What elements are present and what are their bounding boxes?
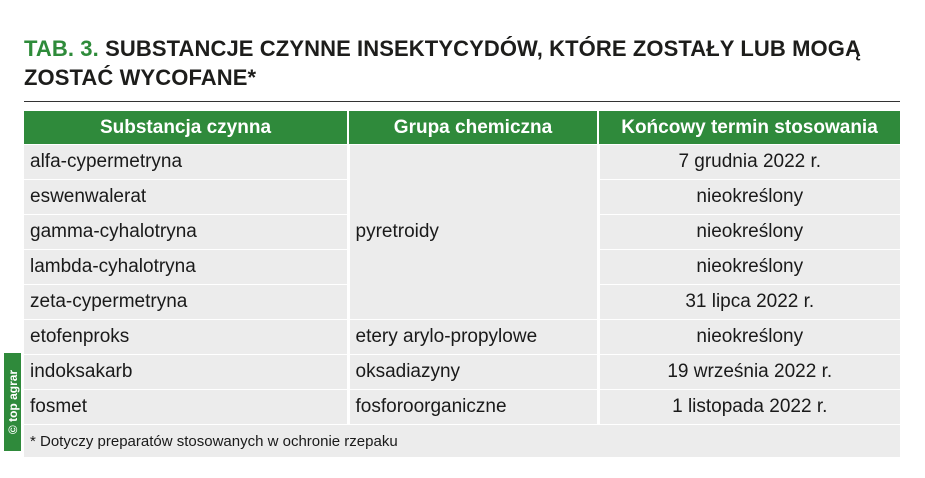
cell-substance: eswenwalerat (24, 180, 348, 215)
table-row (24, 320, 900, 355)
cell-substance: indoksakarb (24, 355, 348, 390)
table-header-row (24, 111, 900, 145)
footnote-row (24, 425, 900, 458)
cell-substance: gamma-cyhalotryna (24, 215, 348, 250)
cell-group: etery arylo-propylowe (348, 320, 598, 355)
cell-deadline: nieokreślony (598, 250, 900, 285)
cell-substance: lambda-cyhalotryna (24, 250, 348, 285)
cell-deadline: 19 września 2022 r. (598, 355, 900, 390)
cell-deadline: 7 grudnia 2022 r. (598, 145, 900, 180)
table-number: TAB. 3. (24, 36, 99, 61)
cell-substance: fosmet (24, 390, 348, 425)
table-footnote: * Dotyczy preparatów stosowanych w ochronie rzepaku (24, 425, 900, 458)
credit-text: © top agrar (5, 369, 20, 435)
header-group: Grupa chemiczna (348, 111, 598, 145)
cell-deadline: nieokreślony (598, 320, 900, 355)
cell-substance: zeta-cypermetryna (24, 285, 348, 320)
table-title-line2: ZOSTAĆ WYCOFANE* (24, 65, 257, 90)
table-row (24, 145, 900, 180)
table-row (24, 355, 900, 390)
cell-group: oksadiazyny (348, 355, 598, 390)
cell-deadline: 31 lipca 2022 r. (598, 285, 900, 320)
table-title-line1: SUBSTANCJE CZYNNE INSEKTYCYDÓW, KTÓRE ZOSTAŁY LUB MOGĄ (105, 36, 861, 61)
header-deadline: Końcowy termin stosowania (598, 111, 900, 145)
cell-deadline: nieokreślony (598, 180, 900, 215)
cell-group: pyretroidy (348, 145, 598, 320)
cell-deadline: 1 listopada 2022 r. (598, 390, 900, 425)
table-row (24, 390, 900, 425)
header-substance: Substancja czynna (24, 111, 348, 145)
table-title (24, 34, 904, 92)
credit-badge (4, 353, 21, 451)
cell-group: fosforoorganiczne (348, 390, 598, 425)
insecticides-table (24, 111, 900, 457)
cell-substance: etofenproks (24, 320, 348, 355)
title-divider (24, 101, 900, 102)
cell-substance: alfa-cypermetryna (24, 145, 348, 180)
cell-deadline: nieokreślony (598, 215, 900, 250)
